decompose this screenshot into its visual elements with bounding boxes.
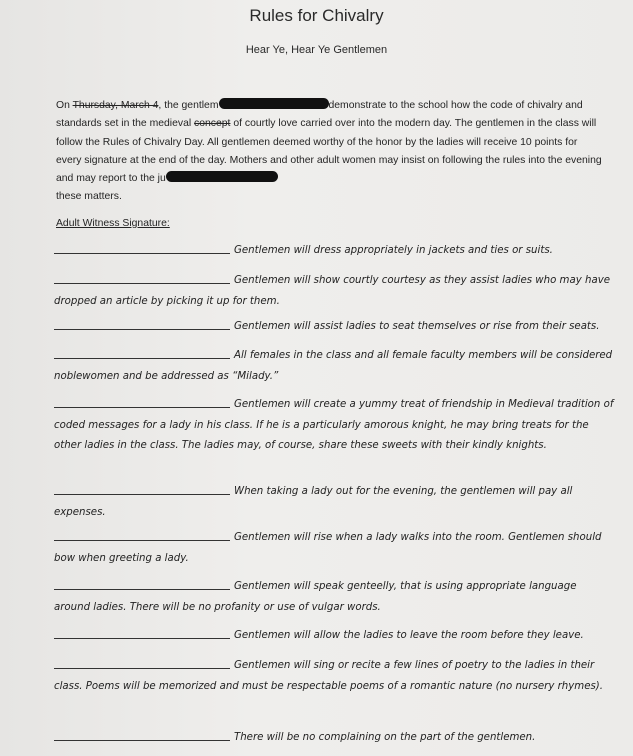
rule-item [54, 625, 614, 647]
rule-item [54, 576, 614, 618]
struck-date: Thursday, March 4 [72, 100, 159, 111]
intro-text-3: demonstrate to the school how the code of chivalry and standards set in the medieval [56, 100, 583, 130]
signature-line[interactable] [54, 655, 230, 669]
signature-line[interactable] [54, 394, 230, 408]
signature-line[interactable] [54, 240, 230, 254]
rule-text: All females in the class and all female faculty members will be considered noblewomen and be addressed as “Milady.” [54, 350, 613, 382]
rule-item [54, 481, 614, 523]
intro-text-2: , the gentlem [158, 100, 219, 111]
rule-text: Gentlemen will allow the ladies to leave the room before they leave. [234, 630, 584, 641]
rule-item [54, 655, 614, 697]
redaction-bar [166, 171, 278, 182]
page-title: Rules for Chivalry [249, 6, 384, 25]
signature-line[interactable] [54, 625, 230, 639]
page-subtitle: Hear Ye, Hear Ye Gentlemen [245, 44, 388, 56]
signature-line[interactable] [54, 345, 230, 359]
intro-paragraph [56, 97, 604, 207]
rule-item [54, 394, 614, 457]
rule-text: There will be no complaining on the part of the gentlemen. [234, 732, 536, 743]
witness-label: Adult Witness Signature: [56, 218, 170, 229]
rule-item [54, 316, 614, 338]
intro-text-1: On [56, 100, 73, 111]
intro-text-4: of courtly love carried over into the modern day. The gentlemen in the class will follow the Rules of Chivalry Day. All gentlemen deemed worthy of the honor by the ladies will receive 10 points for every signature at the end of the day. Mothers and other adult women may insist on following the rules into the evening and may report to the [56, 118, 602, 185]
intro-text-6: these matters. [56, 191, 122, 203]
rule-item [54, 527, 614, 569]
signature-line[interactable] [54, 316, 230, 330]
signature-line[interactable] [54, 576, 230, 590]
struck-word: concept [194, 118, 231, 130]
rule-text: Gentlemen will speak genteelly, that is using appropriate language around ladies. There will be no profanity or use of vulgar words. [54, 581, 577, 613]
rule-text: Gentlemen will rise when a lady walks into the room. Gentlemen should bow when greeting a lady. [54, 532, 602, 564]
rule-item [54, 240, 614, 262]
signature-line[interactable] [54, 527, 230, 541]
rule-text: Gentlemen will create a yummy treat of friendship in Medieval tradition of coded messages for a lady in his class. If he is a particularly amorous knight, he may bring treats for the other ladies in the class. The ladies may, of course, share these sweets with their kindly knights. [54, 399, 614, 451]
rule-item [54, 345, 614, 387]
intro-text-5: ju [157, 173, 166, 185]
rule-text: Gentlemen will assist ladies to seat themselves or rise from their seats. [234, 321, 600, 332]
signature-line[interactable] [54, 270, 230, 284]
rule-text: When taking a lady out for the evening, the gentlemen will pay all expenses. [54, 486, 573, 518]
rule-item [54, 270, 614, 312]
signature-line[interactable] [54, 727, 230, 741]
signature-line[interactable] [54, 481, 230, 495]
redaction-bar [219, 98, 329, 109]
rule-text: Gentlemen will sing or recite a few lines of poetry to the ladies in their class. Poems will be memorized and must be respectable poems of a romantic nature (no nursery rhymes). [54, 660, 603, 692]
rule-item [54, 727, 614, 749]
rule-text: Gentlemen will show courtly courtesy as they assist ladies who may have dropped an article by picking it up for them. [54, 275, 610, 307]
rule-text: Gentlemen will dress appropriately in jackets and ties or suits. [234, 245, 553, 256]
